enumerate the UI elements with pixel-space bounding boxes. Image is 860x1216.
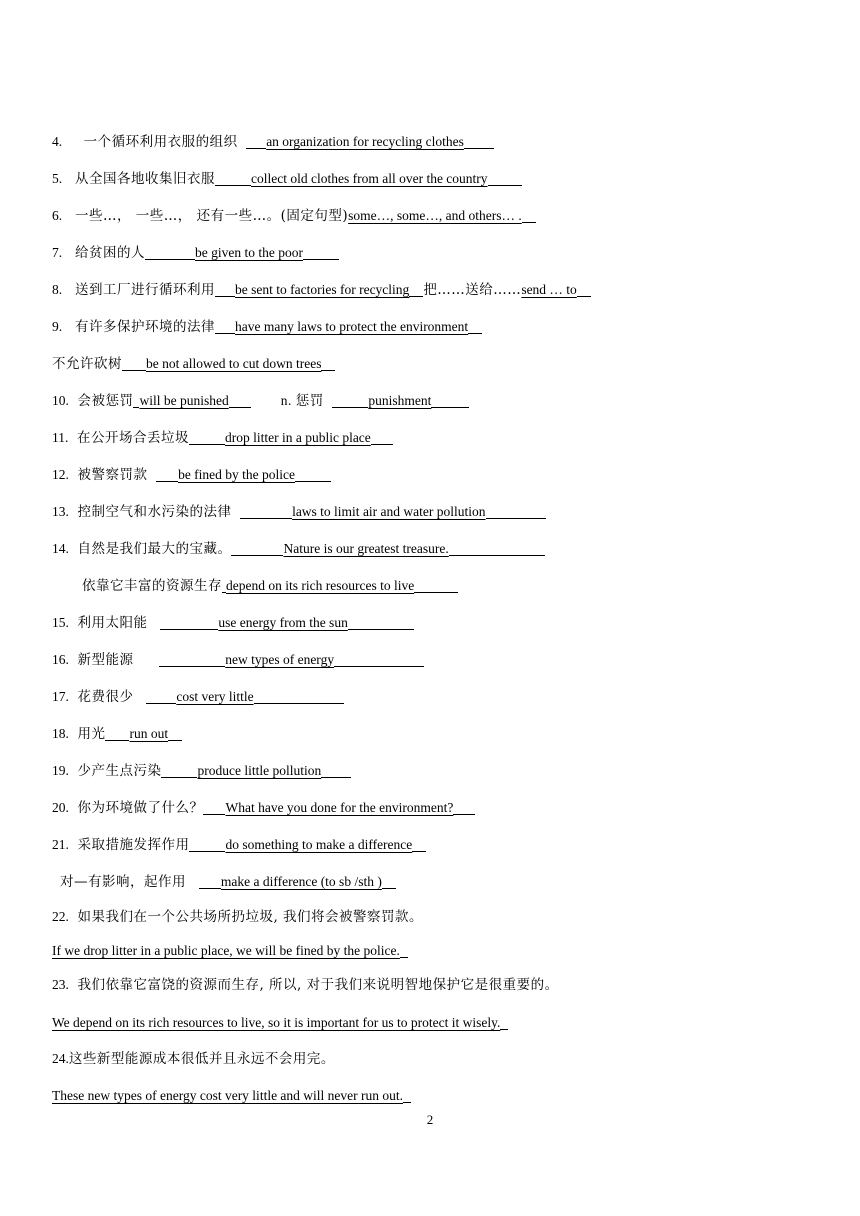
english-answer: be not allowed to cut down trees [146,356,322,371]
item-number: 9. [52,319,63,334]
chinese-prompt: 送到工厂进行循环利用 [75,282,215,298]
item-24-answer [52,1086,411,1106]
item-22 [52,907,423,927]
english-answer: an organization for recycling clothes [266,134,464,149]
item-number: 18. [52,726,69,741]
item-16 [52,650,424,670]
item-9-sub [52,354,335,374]
english-answer-2: punishment [368,393,432,408]
chinese-prompt: 新型能源 [77,652,134,668]
chinese-prompt: 你为环境做了什么？ [77,800,204,816]
item-number: 8. [52,282,63,297]
english-answer: do something to make a difference [225,837,413,852]
chinese-prompt: 花费很少 [77,689,134,705]
item-8 [52,280,591,300]
item-number: 22. [52,909,69,924]
item-number: 23. [52,977,69,992]
item-11 [52,428,393,448]
item-number: 17. [52,689,69,704]
item-4 [52,132,494,152]
item-number: 10. [52,393,69,408]
page-number: 2 [426,1112,434,1127]
english-answer: be given to the poor [195,245,303,260]
item-9 [52,317,482,337]
english-answer: We depend on its rich resources to live, so it is important for us to protect it wisely. [52,1015,501,1030]
chinese-prompt: 采取措施发挥作用 [77,837,190,853]
item-10 [52,391,469,411]
item-18 [52,724,182,744]
english-answer: produce little pollution [197,763,322,778]
chinese-prompt: 这些新型能源成本很低并且永远不会用完。 [68,1051,335,1067]
chinese-prompt: 一些…， 一些…， 还有一些…。(固定句型) [75,208,349,224]
item-6 [52,206,536,226]
english-answer: depend on its rich resources to live [226,578,415,593]
item-23-answer [52,1013,508,1033]
english-answer: be fined by the police [178,467,296,482]
item-number: 12. [52,467,69,482]
chinese-prompt-2: 把……送给…… [423,282,522,298]
chinese-prompt-2: n. 惩罚 [280,393,324,408]
item-number: 13. [52,504,69,519]
chinese-prompt: 在公开场合丢垃圾 [76,430,189,446]
english-answer: have many laws to protect the environment [235,319,469,334]
english-answer: new types of energy [225,652,335,667]
english-answer: Nature is our greatest treasure. [283,541,449,556]
english-answer-2: send … to [521,282,577,297]
item-number: 5. [52,171,63,186]
english-answer: will be punished [139,393,229,408]
item-24 [52,1049,335,1069]
english-answer: be sent to factories for recycling [235,282,410,297]
chinese-prompt: 被警察罚款 [77,467,148,483]
english-answer: laws to limit air and water pollution [292,504,486,519]
item-20 [52,798,475,818]
chinese-prompt: 对—有影响，起作用 [60,874,186,890]
chinese-prompt: 一个循环利用衣服的组织 [83,134,238,150]
chinese-prompt: 控制空气和水污染的法律 [77,504,232,520]
item-14 [52,539,545,559]
chinese-prompt: 如果我们在一个公共场所扔垃圾, 我们将会被警察罚款。 [77,909,424,925]
english-answer: If we drop litter in a public place, we will be fined by the police. [52,943,400,958]
item-19 [52,761,351,781]
english-answer: These new types of energy cost very little and will never run out. [52,1088,404,1103]
chinese-prompt: 不允许砍树 [52,356,122,372]
item-number: 6. [52,208,63,223]
chinese-prompt: 利用太阳能 [77,615,148,631]
item-12 [52,465,331,485]
item-17 [52,687,344,707]
item-5 [52,169,522,189]
item-number: 4. [52,134,63,149]
item-number: 15. [52,615,69,630]
english-answer: What have you done for the environment? [225,800,454,815]
item-number: 16. [52,652,69,667]
item-13 [52,502,546,522]
item-22-answer [52,941,408,961]
item-21 [52,835,426,855]
item-23 [52,975,559,995]
item-number: 21. [52,837,69,852]
english-answer: run out [129,726,169,741]
item-15 [52,613,414,633]
english-answer: use energy from the sun [218,615,348,630]
item-21-sub [60,872,396,892]
item-number: 14. [52,541,69,556]
english-answer: collect old clothes from all over the country [251,171,488,186]
chinese-prompt: 用光 [77,726,106,742]
chinese-prompt: 依靠它丰富的资源生存 [82,578,222,594]
english-answer: cost very little [176,689,254,704]
english-answer: some…, some…, and others… . [348,208,522,223]
chinese-prompt: 我们依靠它富饶的资源而生存, 所以, 对于我们来说明智地保护它是很重要的。 [77,977,559,993]
english-answer: make a difference (to sb /sth ) [220,874,382,889]
chinese-prompt: 从全国各地收集旧衣服 [75,171,215,187]
chinese-prompt: 自然是我们最大的宝藏。 [77,541,232,557]
item-7 [52,243,339,263]
english-answer: drop litter in a public place [224,430,371,445]
item-number: 19. [52,763,69,778]
chinese-prompt: 会被惩罚 [77,393,134,409]
item-14-sub [82,576,458,596]
item-number: 24. [52,1051,69,1066]
item-number: 20. [52,800,69,815]
chinese-prompt: 有许多保护环境的法律 [75,319,215,335]
chinese-prompt: 给贫困的人 [75,245,145,261]
item-number: 11. [52,430,69,445]
item-number: 7. [52,245,63,260]
chinese-prompt: 少产生点污染 [77,763,162,779]
